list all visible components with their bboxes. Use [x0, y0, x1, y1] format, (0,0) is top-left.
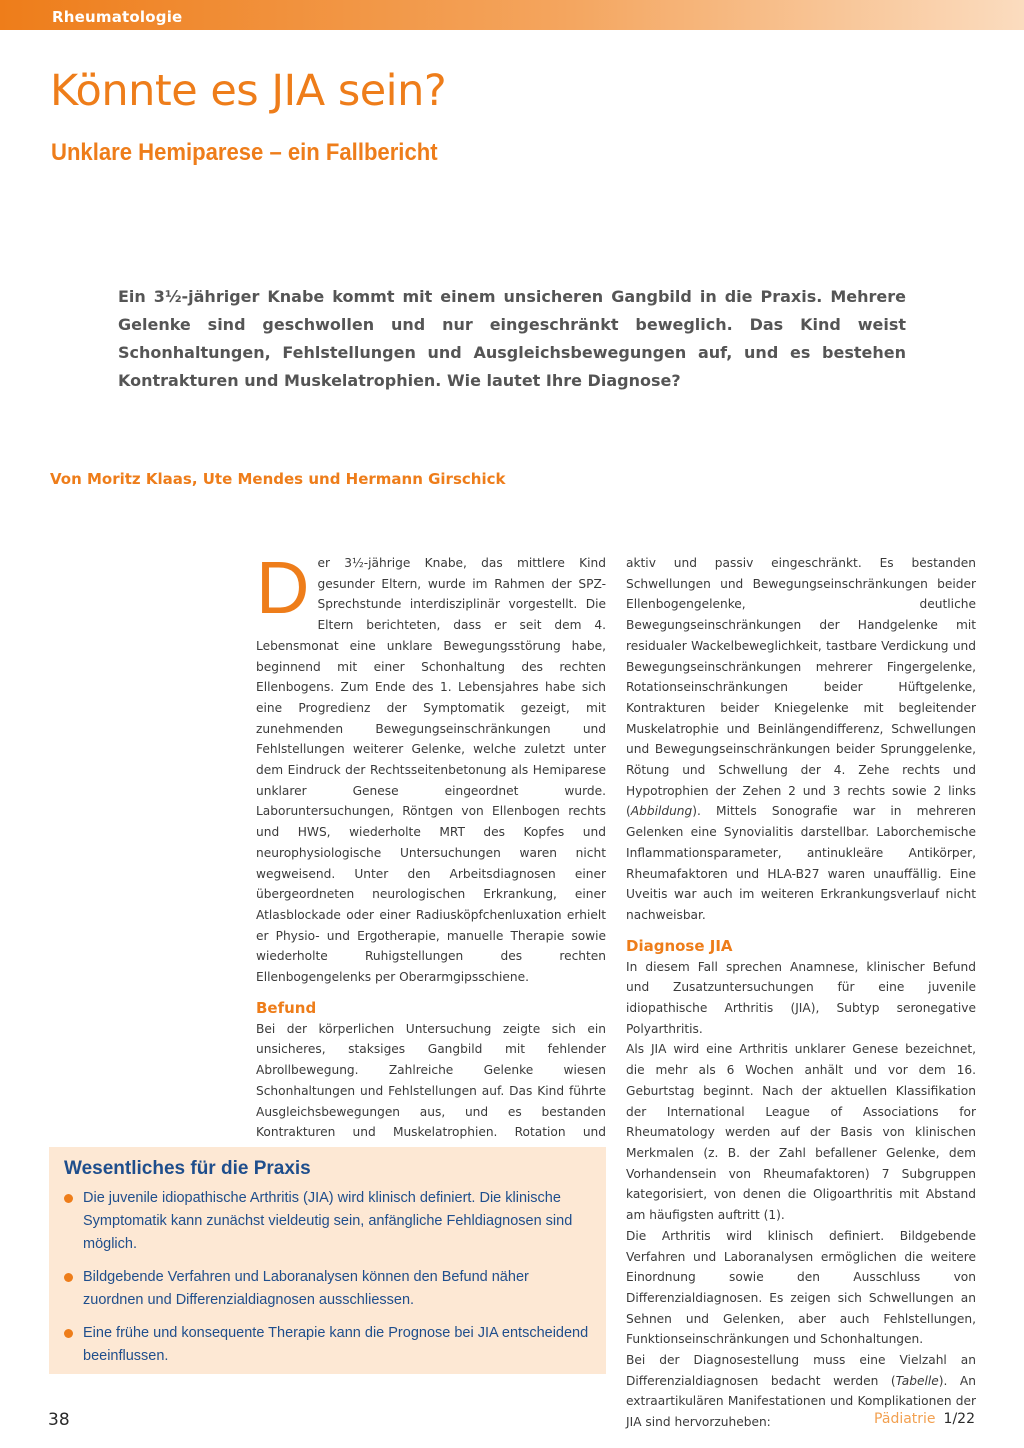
section-label: Rheumatologie: [52, 8, 183, 26]
key-points-list: [64, 1187, 589, 1378]
footer-publication: [874, 1411, 975, 1427]
body-column-left: [256, 546, 606, 1164]
befund-paragraph-part2: [626, 553, 976, 926]
intro-paragraph: [256, 546, 606, 988]
key-points-title: Wesentliches für die Praxis: [64, 1158, 311, 1179]
bullet-dot-icon: [64, 1329, 73, 1338]
diagnose-heading: Diagnose JIA: [626, 936, 733, 955]
section-header-bar: [0, 0, 1024, 30]
key-point-item: [64, 1322, 589, 1368]
diagnose-text-a: Bei der Diagnosestellung muss eine Vielzahl an Differenzialdiagnosen bedacht werden (: [626, 1353, 976, 1388]
befund-heading: Befund: [256, 998, 317, 1017]
key-point-text: Eine frühe und konsequente Therapie kann die Prognose bei JIA entscheidend beeinflussen.: [83, 1325, 589, 1364]
bullet-dot-icon: [64, 1194, 73, 1203]
article-subtitle: Unklare Hemiparese – ein Fallbericht: [51, 139, 438, 166]
drop-cap: D: [256, 546, 310, 629]
key-points-box: [49, 1147, 606, 1374]
diagnose-paragraph-1: In diesem Fall sprechen Anamnese, klinischer Befund und Zusatzuntersuchungen für eine juvenile idiopathische Arthritis (JIA), Subtyp seronegative Polyarthritis.: [626, 959, 976, 1036]
befund-text-b: ). Mittels Sonografie war in mehreren Gelenken eine Synovialitis darstellbar. Laborchemische Inflammationsparameter, antinukleäre Antikörper, Rheumafaktoren und HLA-B27 waren unauffällig. Eine Uveitis war auch im weiteren Erkrankungsverlauf nicht nachweisbar.: [626, 804, 976, 922]
befund-paragraph-part1: Bei der körperlichen Untersuchung zeigte sich ein unsicheres, staksiges Gangbild mit fehlender Abrollbewegung. Zahlreiche Gelenke wiesen Schonhaltungen und Fehlstellungen auf. Das Kind führte Ausgleichsbewegungen aus, und es bestanden Kontrakturen und Muskelatrophien. Rotation und: [256, 1021, 606, 1140]
key-point-text: Die juvenile idiopathische Arthritis (JIA) wird klinisch definiert. Die klinische Symptomatik kann zunächst vieldeutig sein, anfängliche Fehldiagnosen sind möglich.: [83, 1190, 573, 1252]
magazine-name: Pädiatrie: [874, 1411, 936, 1427]
diagnose-paragraph-3: Die Arthritis wird klinisch definiert. Bildgebende Verfahren und Laboranalysen ermöglichen die weitere Einordnung sowie den Ausschluss von Differenzialdiagnosen. Es zeigen sich Schwellungen an Sehnen und Gelenken, aber auch Fehlstellungen, Funktionseinschränkungen und Schonhaltungen.: [626, 1228, 976, 1347]
author-line: Von Moritz Klaas, Ute Mendes und Hermann Girschick: [50, 470, 506, 488]
lead-paragraph: Ein 3½-jähriger Knabe kommt mit einem unsicheren Gangbild in die Praxis. Mehrere Gelenke sind geschwollen und nur eingeschränkt beweglich. Das Kind weist Schonhaltungen, Fehlstellungen und Ausgleichsbewegungen auf, und es bestehen Kontrakturen und Muskelatrophien. Wie lautet Ihre Diagnose?: [118, 287, 906, 390]
diagnose-paragraph-2: Als JIA wird eine Arthritis unklarer Genese bezeichnet, die mehr als 6 Wochen anhält und vor dem 16. Geburtstag beginnt. Nach der aktuellen Klassifikation der International League of Associations for Rheumatology werden auf der Basis von klinischen Merkmalen (z. B. der Zahl befallener Gelenke, dem Vorhandensein von Rheumafaktoren) 7 Subgruppen kategorisiert, von denen die Oligoarthritis mit Abstand am häufigsten auftritt (1).: [626, 1042, 976, 1223]
befund-text-a: aktiv und passiv eingeschränkt. Es bestanden Schwellungen und Bewegungseinschränkungen beider Ellenbogengelenke, deutliche Bewegungseinschränkungen der Handgelenke mit residualer Wackelbeweglichkeit, tastbare Verdickung und Bewegungseinschränkungen mehrerer Fingergelenke, Rotationseinschränkungen beider Hüftgelenke, Kontrakturen beider Kniegelenke mit begleitender Muskelatrophie und Beinlängendifferenz, Schwellungen und Bewegungseinschränkungen beider Sprunggelenke, Rötung und Schwellung der 4. Zehe rechts und Hypotrophien der Zehen 2 und 3 rechts sowie 2 links (: [626, 556, 976, 819]
figure-reference: Abbildung: [630, 804, 693, 819]
issue-number: 1/22: [943, 1411, 975, 1427]
body-column-right: [626, 553, 976, 1433]
article-title: Könnte es JIA sein?: [50, 66, 447, 116]
intro-text: er 3½-jährige Knabe, das mittlere Kind gesunder Eltern, wurde im Rahmen der SPZ-Sprechstunde interdisziplinär vorgestellt. Die Eltern berichteten, dass er seit dem 4. Lebensmonat eine unklare Bewegungsstörung habe, beginnend mit einer Schonhaltung des rechten Ellenbogens. Zum Ende des 1. Lebensjahres habe sich eine Progredienz der Symptomatik gezeigt, mit zunehmenden Bewegungseinschränkungen und Fehlstellungen weiterer Gelenke, welche zuletzt unter dem Eindruck der Rechtsseitenbetonung als Hemiparese unklarer Genese eingeordnet wurde. Laboruntersuchungen, Röntgen von Ellenbogen rechts und HWS, wiederholte MRT des Kopfes und neurophysiologische Untersuchungen waren nicht wegweisend. Unter den Arbeitsdiagnosen einer übergeordneten neurologischen Erkrankung, einer Atlasblockade oder einer Radiusköpfchenluxation erhielt er Physio- und Ergotherapie, manuelle Therapie sowie wiederholte Ruhigstellungen des rechten Ellenbogengelenks per Oberarmgipsschiene.: [256, 556, 606, 985]
key-point-text: Bildgebende Verfahren und Laboranalysen können den Befund näher zuordnen und Differenzialdiagnosen ausschliessen.: [83, 1269, 529, 1308]
page-number: 38: [48, 1410, 70, 1430]
bullet-dot-icon: [64, 1273, 73, 1282]
key-point-item: [64, 1266, 589, 1312]
table-reference: Tabelle: [895, 1373, 939, 1388]
key-point-item: [64, 1187, 589, 1256]
diagnose-text-b: ). An extraartikulären Manifestationen und Komplikationen der JIA sind hervorzuheben:: [626, 1373, 976, 1430]
